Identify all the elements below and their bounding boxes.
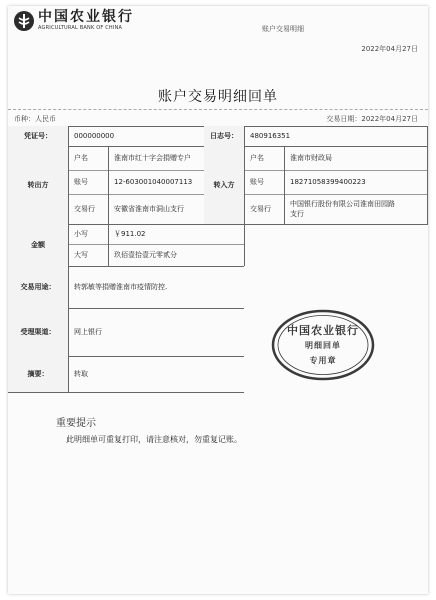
log-label: 日志号：: [204, 126, 244, 146]
seal-line1: 中国农业银行: [287, 324, 359, 337]
payee-name: 淮南市财政局: [290, 154, 332, 162]
meta-row: [8, 109, 428, 127]
payer-acct-label: 账号: [74, 178, 88, 186]
amount-lower-label: 小写: [74, 230, 88, 238]
header-date: 2022年04月27日: [361, 45, 418, 53]
summary-value: 转取: [74, 370, 88, 378]
payee-bank-label: 交易行: [250, 205, 271, 213]
channel-label: 受理渠道：: [8, 308, 68, 356]
bank-logo: [14, 10, 134, 32]
payer-name: 淮南市红十字会捐赠专户: [114, 154, 191, 162]
voucher-label: 凭证号：: [8, 126, 68, 146]
notice-title: 重要提示: [56, 418, 96, 429]
receipt-page: [8, 6, 428, 594]
payer-bank: 安徽省淮南市洞山支行: [114, 205, 184, 213]
payer-bank-label: 交易行: [74, 205, 95, 213]
abc-logo-icon: [14, 11, 34, 31]
seal-line3: 专用章: [309, 356, 337, 365]
payee-name-label: 户名: [250, 154, 264, 162]
payee-acct: 18271058399400223: [290, 178, 366, 186]
payee-bank-line1: 中国银行股份有限公司淮南田园路: [290, 200, 395, 208]
bank-name-cn: 中国农业银行: [38, 9, 134, 25]
header-doc-type: 账户交易明细: [262, 25, 304, 33]
log-value: 480916351: [250, 132, 291, 140]
summary-label: 摘要：: [8, 356, 68, 392]
bank-seal: [270, 308, 376, 382]
channel-value: 网上银行: [74, 328, 102, 336]
purpose-value: 转郭敏等捐赠淮南市疫情防控.: [74, 283, 168, 291]
amount-upper-label: 大写: [74, 251, 88, 259]
payee-label: 转入方: [204, 146, 244, 224]
payer-acct: 12-603001040007113: [114, 178, 193, 186]
payee-acct-label: 账号: [250, 178, 264, 186]
payer-label: 转出方: [8, 146, 68, 224]
amount-label: 金额: [8, 224, 68, 266]
trade-date: 交易日期：2022年04月27日: [326, 115, 418, 123]
purpose-label: 交易用途：: [8, 266, 68, 308]
page-title: 账户交易明细回单: [158, 89, 278, 105]
amount-lower: ￥911.02: [114, 230, 146, 238]
payer-name-label: 户名: [74, 154, 88, 162]
payee-bank: [284, 194, 428, 224]
voucher-value: 000000000: [74, 132, 115, 140]
bank-name-en: AGRICULTURAL BANK OF CHINA: [38, 25, 123, 31]
seal-line2: 明细回单: [305, 341, 341, 350]
notice-text: 此明细单可重复打印，请注意核对，勿重复记账。: [66, 435, 242, 444]
amount-upper: 玖佰壹拾壹元零贰分: [114, 251, 177, 259]
currency: 币种：人民币: [14, 115, 56, 123]
payee-bank-line2: 支行: [290, 210, 304, 218]
